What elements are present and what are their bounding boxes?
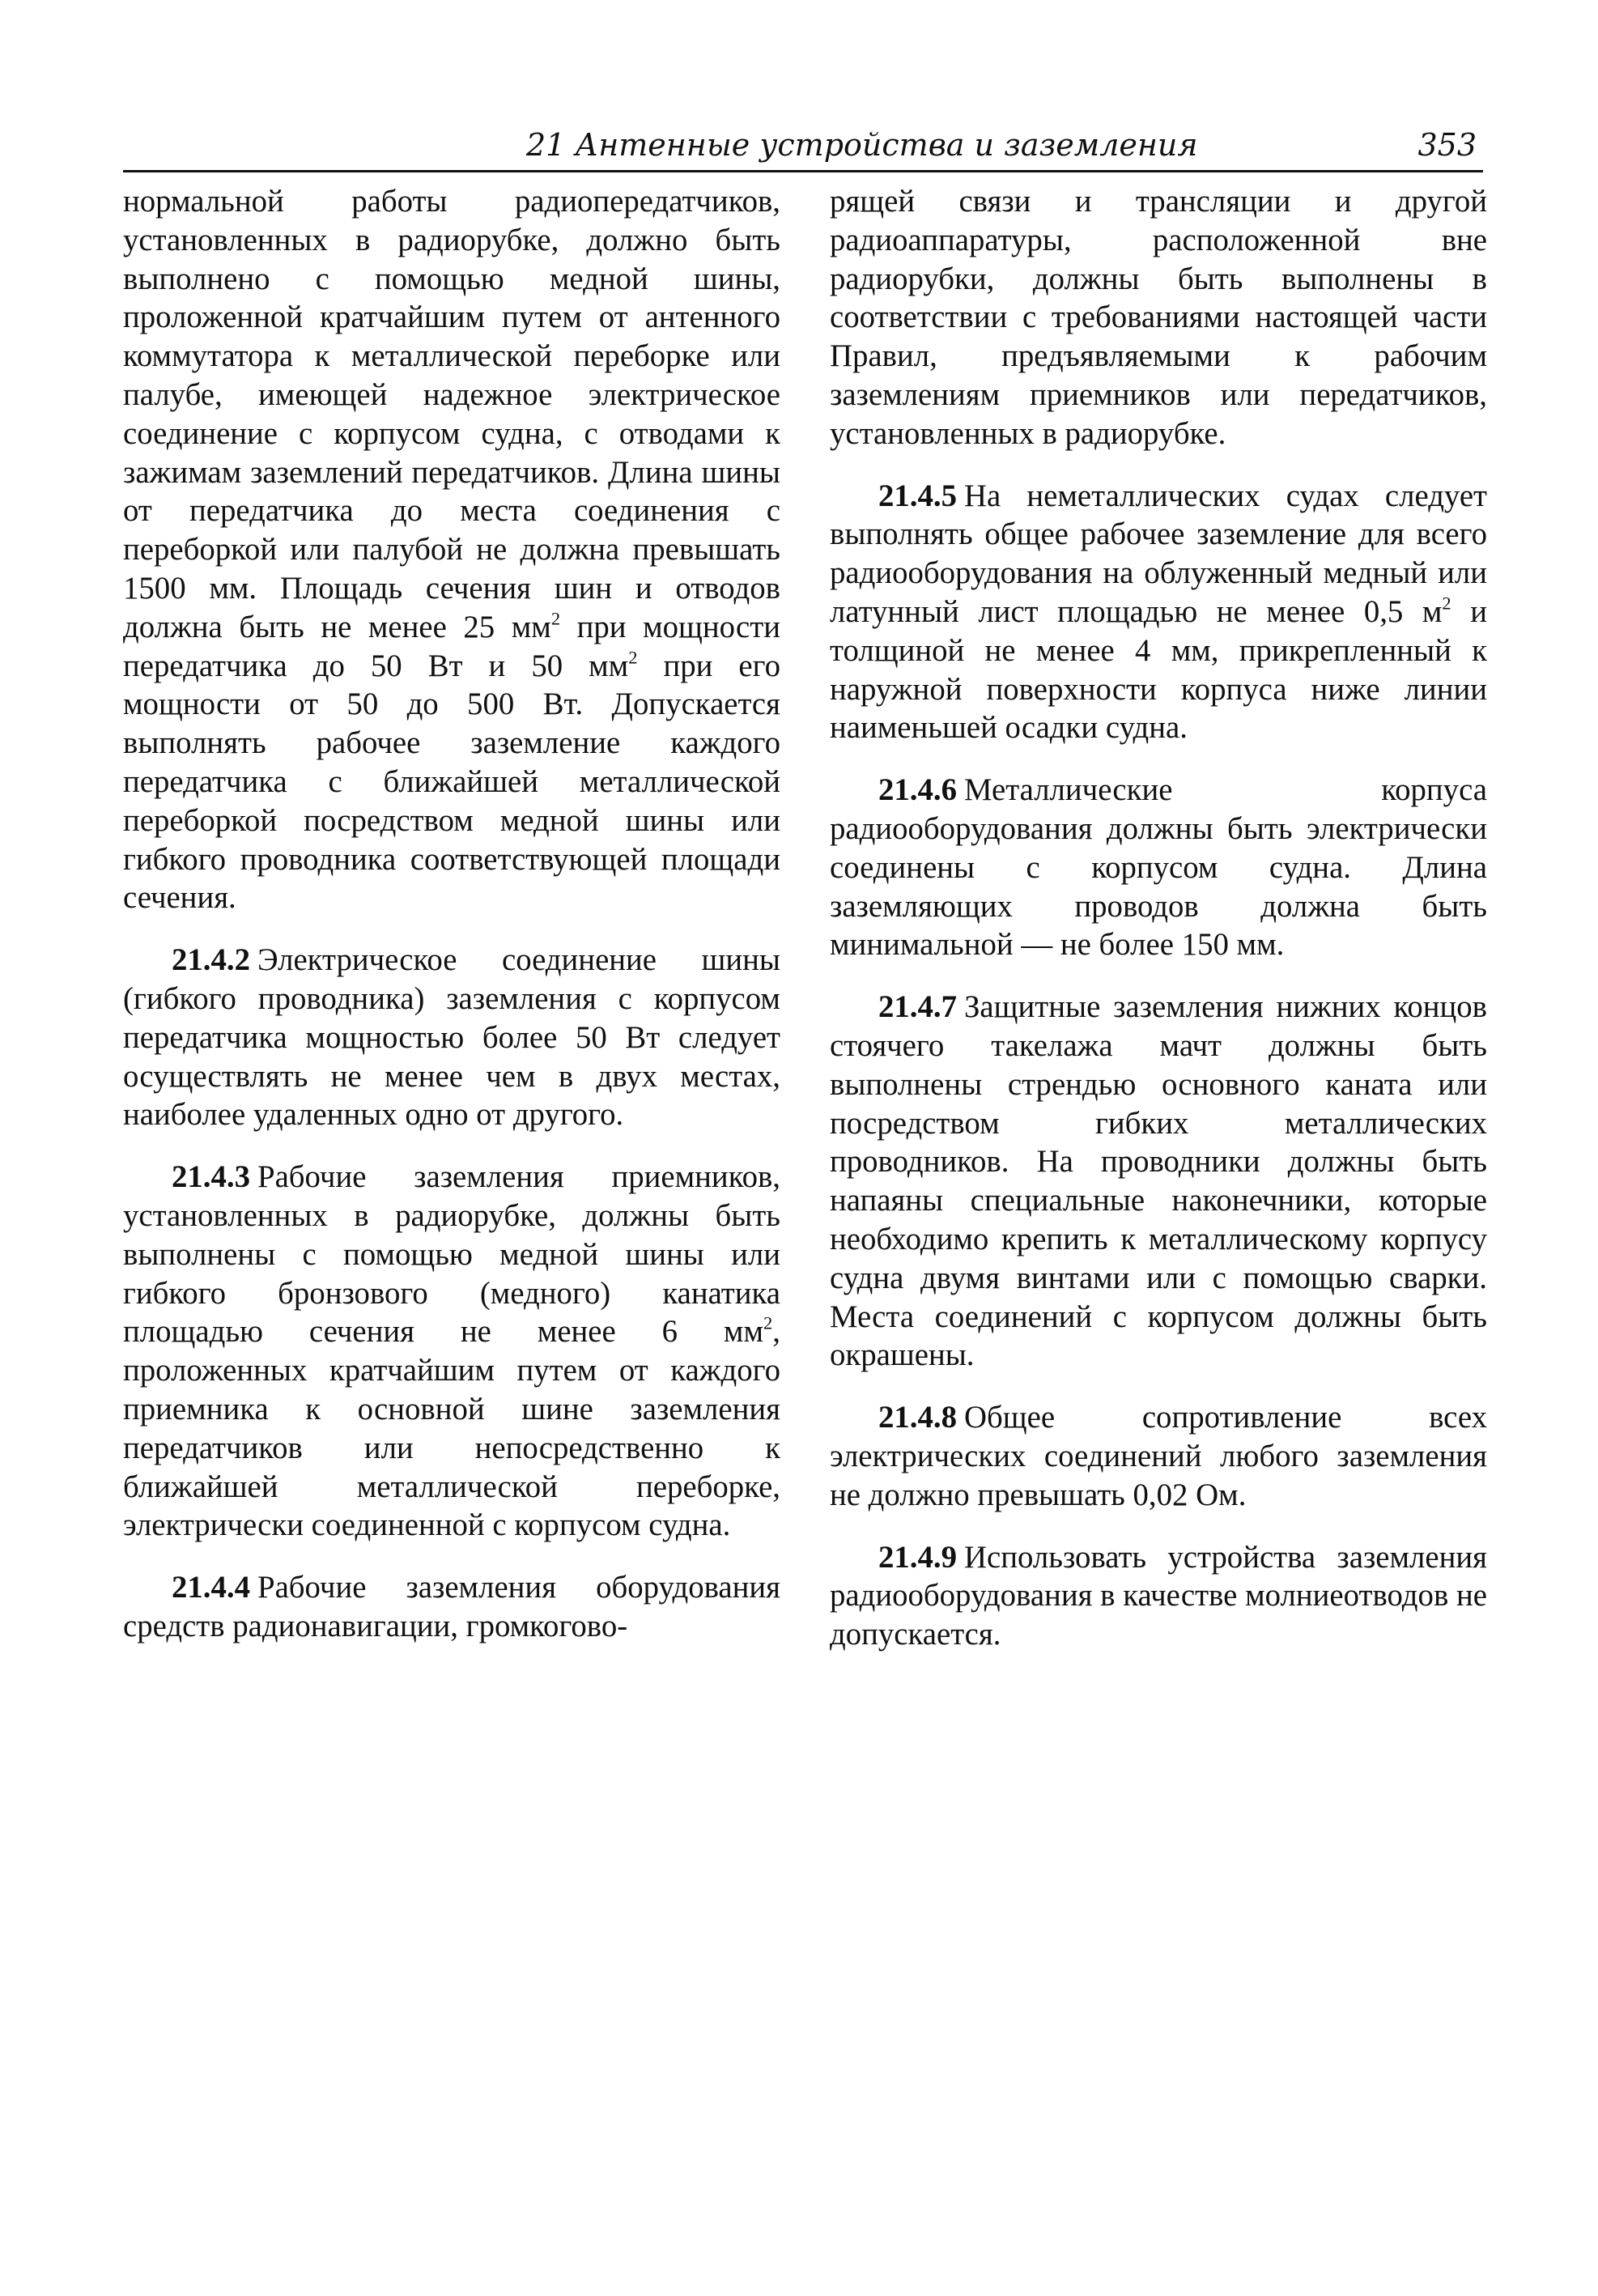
- paragraph-text: нормальной работы радиопередатчиков, установленных в радиорубке, должно быть выполнено с помощью медной шины, проложенной кратчайшим путем от антенного коммутатора к металлической переборке или палубе, имеющей надежное электрическое соединение с корпусом судна, с отводами к зажимам заземлений передатчиков. Длина шины от передатчика до места соединения с переборкой или палубой не должна превышать 1500 мм. Площадь сечения шин и отводов должна быть не менее 25 мм: [123, 184, 780, 644]
- clause-21-4-8: [830, 1398, 1487, 1514]
- paragraph-continued: [123, 182, 780, 917]
- page-number: 353: [1417, 127, 1477, 163]
- clause-21-4-4: [123, 1568, 780, 1646]
- clause-number: 21.4.7: [878, 989, 957, 1025]
- paragraph-text: Электрическое соединение шины (гибкого проводника) заземления с корпусом передатчика мощностью более 50 Вт следует осуществлять не менее чем в двух местах, наиболее удаленных одно от другого.: [123, 942, 780, 1133]
- paragraph-text: Металлические корпуса радиооборудования должны быть электрически соединены с корпусом судна. Длина заземляющих проводов должна быть минимальной — не более 150 мм.: [830, 772, 1487, 963]
- clause-number: 21.4.6: [878, 772, 957, 808]
- paragraph-text: , проложенных кратчайшим путем от каждого приемника к основной шине заземления передатчиков или непосредственно к ближайшей металлической переборке, электрически соединенной с корпусом судна.: [123, 1314, 780, 1543]
- paragraph-text: На неметаллических судах следует выполнять общее рабочее заземление для всего радиооборудования на облуженный медный или латунный лист площадью не менее 0,5 м: [830, 478, 1487, 629]
- paragraph-text: Использовать устройства заземления радиооборудования в качестве молниеотводов не допускается.: [830, 1539, 1487, 1652]
- clause-number: 21.4.4: [172, 1570, 250, 1605]
- clause-number: 21.4.5: [878, 478, 957, 513]
- paragraph-text: Рабочие заземления приемников, установленных в радиорубке, должны быть выполнены с помощью медной шины или гибкого бронзового (медного) канатика площадью сечения не менее 6 мм: [123, 1159, 780, 1350]
- paragraph-text: Общее сопротивление всех электрических соединений любого заземления не должно превышать 0,02 Ом.: [830, 1400, 1487, 1512]
- clause-21-4-5: [830, 477, 1487, 748]
- paragraph-text: при его мощности от 50 до 500 Вт. Допускается выполнять рабочее заземление каждого передатчика с ближайшей металлической переборкой посредством медной шины или гибкого проводника соответствующей площади сечения.: [123, 648, 780, 916]
- paragraph-continued: [830, 182, 1487, 453]
- paragraph-text: рящей связи и трансляции и другой радиоаппаратуры, расположенной вне радиорубки, должны быть выполнены в соответствии с требованиями настоящей части Правил, предъявляемыми к рабочим заземлениям приемников или передатчиков, установленных в радиорубке.: [830, 184, 1487, 451]
- clause-21-4-6: [830, 771, 1487, 964]
- left-column: [123, 182, 780, 1646]
- clause-number: 21.4.3: [172, 1159, 250, 1195]
- clause-number: 21.4.9: [878, 1539, 957, 1575]
- superscript: 2: [1442, 593, 1451, 614]
- superscript: 2: [763, 1312, 773, 1333]
- page-header: [123, 121, 1483, 172]
- clause-21-4-7: [830, 988, 1487, 1375]
- clause-21-4-3: [123, 1158, 780, 1545]
- clause-21-4-2: [123, 941, 780, 1134]
- right-column: [830, 182, 1487, 1654]
- clause-number: 21.4.2: [172, 942, 250, 978]
- running-title: 21 Антенные устройства и заземления: [526, 127, 1198, 163]
- clause-21-4-9: [830, 1538, 1487, 1654]
- paragraph-text: и толщиной не менее 4 мм, прикрепленный к наружной поверхности корпуса ниже линии наименьшей осадки судна.: [830, 593, 1487, 746]
- paragraph-text: Рабочие заземления оборудования средств радионавигации, громкогово-: [123, 1570, 780, 1643]
- paragraph-text: Защитные заземления нижних концов стоячего такелажа мачт должны быть выполнены стрендью основного каната или посредством гибких металлических проводников. На проводники должны быть напаяны специальные наконечники, которые необходимо крепить к металлическому корпусу судна двумя винтами или с помощью сварки. Места соединений с корпусом должны быть окрашены.: [830, 989, 1487, 1373]
- superscript: 2: [628, 646, 638, 667]
- superscript: 2: [550, 608, 561, 629]
- clause-number: 21.4.8: [878, 1400, 957, 1435]
- paragraph-text: при мощности передатчика до 50 Вт и 50 мм: [123, 609, 780, 683]
